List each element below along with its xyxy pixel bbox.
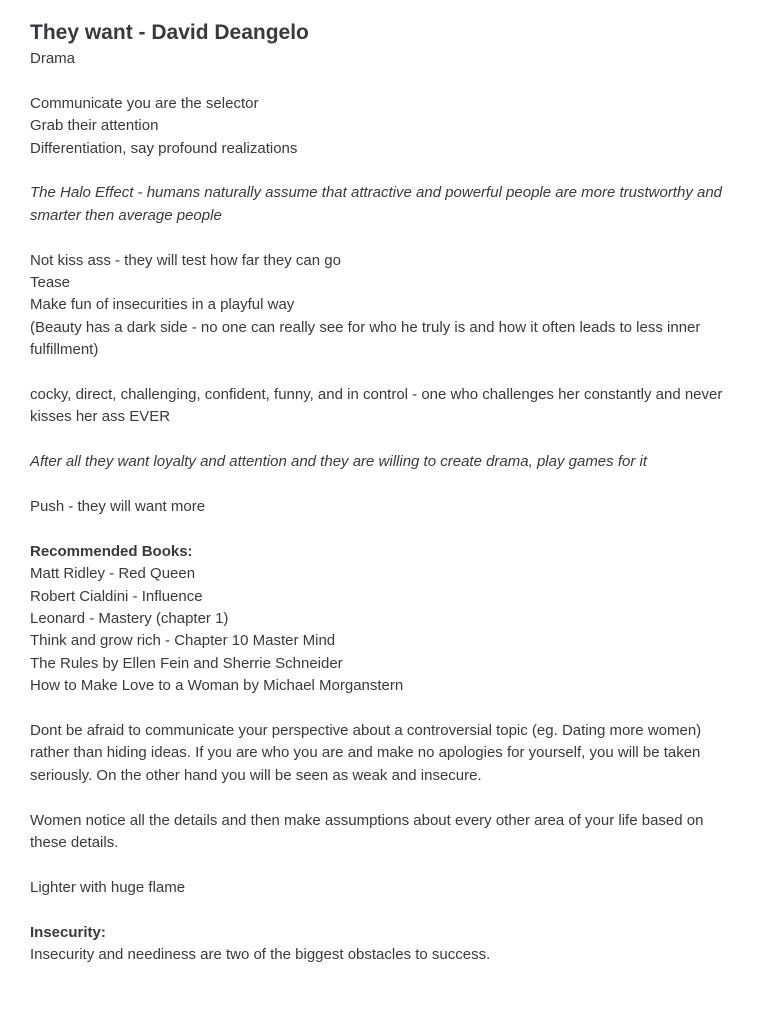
books-heading: Recommended Books: [30,542,193,560]
blank-line [30,474,738,496]
book-item: Leonard - Mastery (chapter 1) [30,610,229,628]
book-item: Robert Cialdini - Influence [30,587,203,605]
text-line: Communicate you are the selector [30,94,259,112]
insecurity-text: Insecurity and neediness are two of the biggest obstacles to success. [30,946,491,964]
note-title: They want - David Deangelo [30,21,309,44]
blank-line [30,854,738,876]
note-subtitle: Drama [30,50,76,67]
text-line: Tease [30,274,71,292]
book-item: Think and grow rich - Chapter 10 Master Mind [30,632,336,650]
book-item: The Rules by Ellen Fein and Sherrie Schneider [30,654,343,672]
text-line: (Beauty has a dark side - no one can really see for who he truly is and how it often leads to less inner fulfillment) [30,318,701,359]
blank-line [30,698,738,720]
perspective-paragraph: Dont be afraid to communicate your perspective about a controversial topic (eg. Dating more women) rather than hiding ideas. If you are who you are and make no apologies for yourself, you will be taken seriously. On the other hand you will be seen as weak and insecure. [30,722,702,784]
blank-line [30,429,738,451]
traits-paragraph: cocky, direct, challenging, confident, funny, and in control - one who challenges her constantly and never kisses her ass EVER [30,386,723,426]
text-line: Grab their attention [30,117,159,135]
text-line: Differentiation, say profound realizations [30,139,298,157]
details-paragraph: Women notice all the details and then make assumptions about every other area of your life based on these details. [30,811,704,852]
text-line: Make fun of insecurities in a playful way [30,296,295,314]
text-line: Not kiss ass - they will test how far they can go [30,251,341,269]
blank-line [30,518,738,540]
halo-effect-paragraph: The Halo Effect - humans naturally assume that attractive and powerful people are more trustworthy and smarter then average people [30,184,723,224]
blank-line [30,362,738,384]
book-item: Matt Ridley - Red Queen [30,565,196,583]
insecurity-heading: Insecurity: [30,923,106,941]
blank-line [30,70,738,92]
note-body[interactable] [30,18,738,966]
blank-line [30,227,738,249]
push-line: Push - they will want more [30,498,206,516]
lighter-line: Lighter with huge flame [30,878,186,896]
blank-line [30,787,738,809]
blank-line [30,160,738,182]
loyalty-paragraph: After all they want loyalty and attention and they are willing to create drama, play games for it [30,453,647,471]
book-item: How to Make Love to a Woman by Michael Morganstern [30,677,404,695]
blank-line [30,899,738,921]
